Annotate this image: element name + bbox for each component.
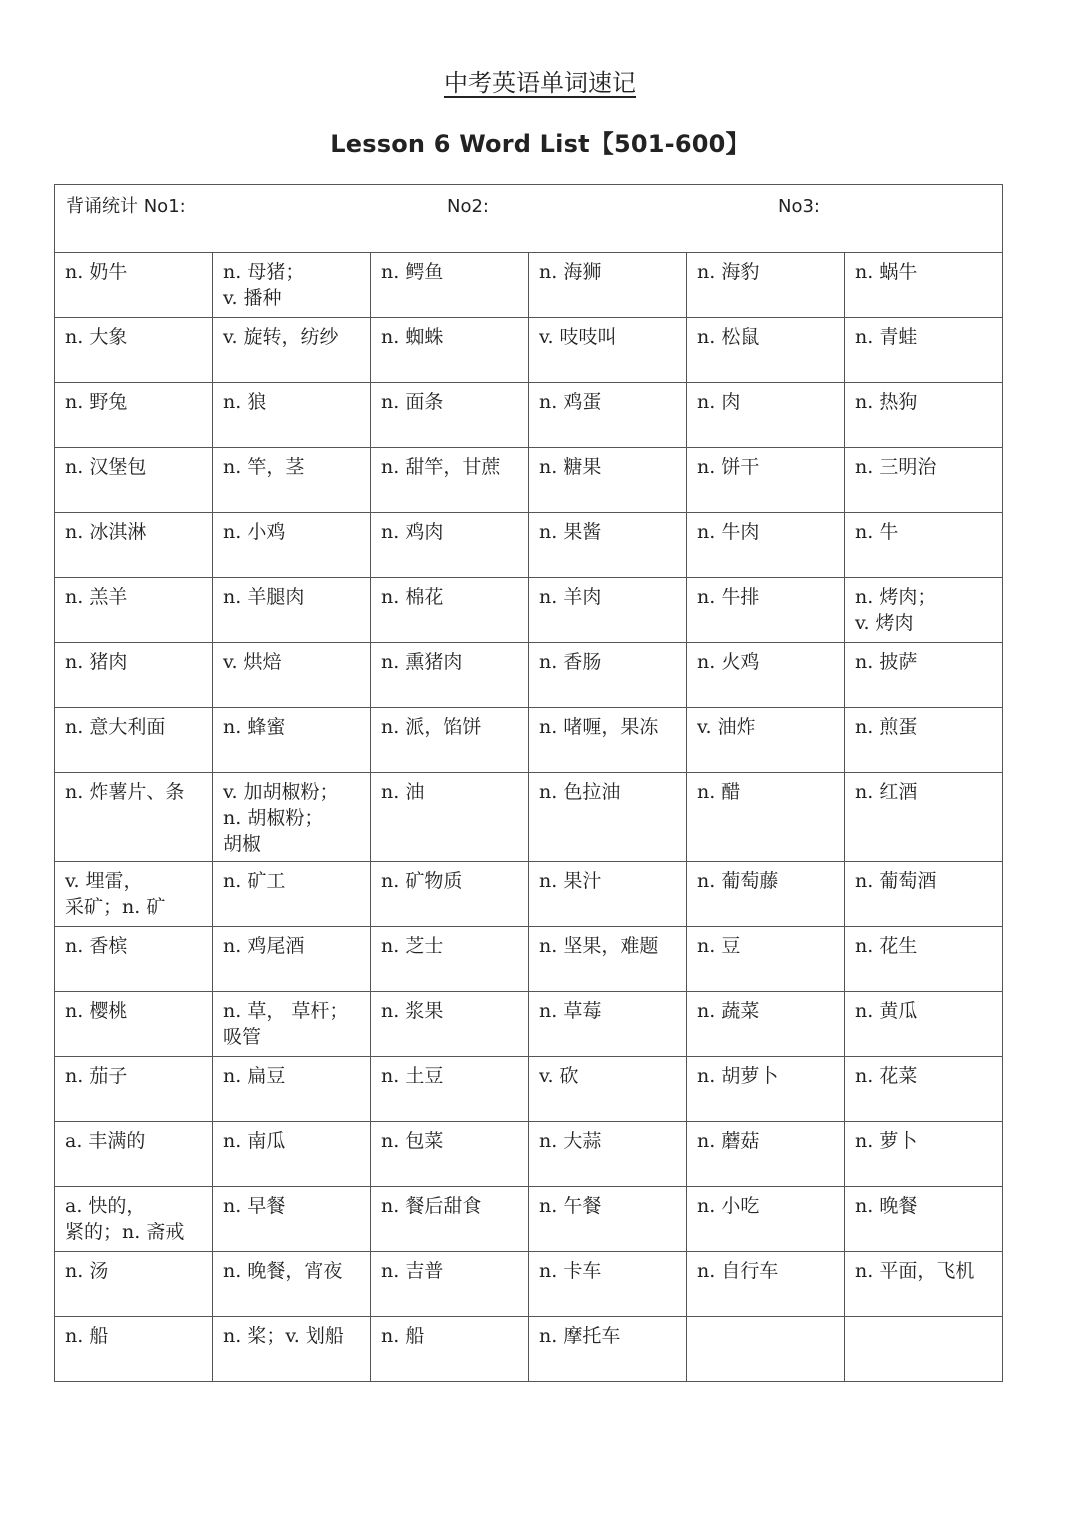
word-cell: n. 茄子 (55, 1057, 213, 1122)
word-cell: n. 炸薯片、条 (55, 773, 213, 862)
word-cell: n. 扁豆 (213, 1057, 371, 1122)
word-cell: n. 羊肉 (529, 578, 687, 643)
word-cell: n. 平面，飞机 (845, 1252, 1003, 1317)
word-cell: n. 奶牛 (55, 253, 213, 318)
word-cell: v. 埋雷， 采矿；n. 矿 (55, 862, 213, 927)
document-title (0, 66, 1080, 100)
word-cell: n. 鸡肉 (371, 513, 529, 578)
table-row (55, 1187, 1003, 1252)
word-cell: n. 母猪； v. 播种 (213, 253, 371, 318)
word-cell: n. 蔬菜 (687, 992, 845, 1057)
table-row (55, 773, 1003, 862)
table-row (55, 708, 1003, 773)
stat-no3-label: No3: (778, 196, 820, 217)
word-cell: n. 果汁 (529, 862, 687, 927)
word-table-body (55, 185, 1003, 1382)
word-cell: n. 香槟 (55, 927, 213, 992)
word-cell: n. 葡萄藤 (687, 862, 845, 927)
word-cell: n. 蜘蛛 (371, 318, 529, 383)
word-cell: n. 肉 (687, 383, 845, 448)
word-cell: n. 野兔 (55, 383, 213, 448)
word-cell: n. 草莓 (529, 992, 687, 1057)
word-cell: a. 丰满的 (55, 1122, 213, 1187)
stat-no2-label: No2: (447, 196, 489, 217)
word-cell (845, 1317, 1003, 1382)
word-cell: n. 蘑菇 (687, 1122, 845, 1187)
word-cell: n. 汤 (55, 1252, 213, 1317)
table-row (55, 513, 1003, 578)
word-cell: n. 蜗牛 (845, 253, 1003, 318)
word-cell: v. 旋转，纺纱 (213, 318, 371, 383)
word-cell: n. 土豆 (371, 1057, 529, 1122)
word-cell: n. 果酱 (529, 513, 687, 578)
word-cell: n. 煎蛋 (845, 708, 1003, 773)
word-cell: n. 草， 草杆； 吸管 (213, 992, 371, 1057)
word-cell: a. 快的， 紧的；n. 斋戒 (55, 1187, 213, 1252)
word-cell: n. 摩托车 (529, 1317, 687, 1382)
word-cell: n. 油 (371, 773, 529, 862)
word-cell: n. 午餐 (529, 1187, 687, 1252)
table-row (55, 1317, 1003, 1382)
word-cell: n. 红酒 (845, 773, 1003, 862)
word-cell: n. 牛排 (687, 578, 845, 643)
stat-cell (55, 185, 1003, 253)
word-cell: n. 大蒜 (529, 1122, 687, 1187)
word-cell: n. 牛 (845, 513, 1003, 578)
word-cell: n. 冰淇淋 (55, 513, 213, 578)
word-cell: n. 汉堡包 (55, 448, 213, 513)
word-cell: n. 竿，茎 (213, 448, 371, 513)
word-cell: n. 醋 (687, 773, 845, 862)
word-cell: n. 色拉油 (529, 773, 687, 862)
word-cell: n. 大象 (55, 318, 213, 383)
word-cell: n. 披萨 (845, 643, 1003, 708)
word-cell: n. 芝士 (371, 927, 529, 992)
word-cell: n. 自行车 (687, 1252, 845, 1317)
stat-no1-label: 背诵统计 No1: (66, 196, 186, 217)
word-cell: n. 松鼠 (687, 318, 845, 383)
word-cell: n. 黄瓜 (845, 992, 1003, 1057)
table-row (55, 448, 1003, 513)
word-cell: n. 蜂蜜 (213, 708, 371, 773)
word-cell: n. 糖果 (529, 448, 687, 513)
document-subtitle: Lesson 6 Word List【501-600】 (330, 130, 750, 158)
word-cell: n. 晚餐 (845, 1187, 1003, 1252)
word-cell: n. 豆 (687, 927, 845, 992)
word-cell: n. 包菜 (371, 1122, 529, 1187)
word-cell: n. 小吃 (687, 1187, 845, 1252)
word-cell: v. 砍 (529, 1057, 687, 1122)
table-row (55, 643, 1003, 708)
word-cell: n. 鸡蛋 (529, 383, 687, 448)
word-cell: n. 三明治 (845, 448, 1003, 513)
word-cell: n. 海狮 (529, 253, 687, 318)
word-cell: n. 南瓜 (213, 1122, 371, 1187)
word-table (54, 184, 1003, 1382)
word-cell: n. 派，馅饼 (371, 708, 529, 773)
word-cell: n. 猪肉 (55, 643, 213, 708)
word-cell: n. 晚餐，宵夜 (213, 1252, 371, 1317)
word-cell: n. 牛肉 (687, 513, 845, 578)
word-cell: n. 卡车 (529, 1252, 687, 1317)
word-cell: n. 狼 (213, 383, 371, 448)
word-cell: n. 羊腿肉 (213, 578, 371, 643)
word-cell: n. 花生 (845, 927, 1003, 992)
table-row (55, 1122, 1003, 1187)
word-cell: n. 鸡尾酒 (213, 927, 371, 992)
table-row (55, 253, 1003, 318)
word-cell: n. 船 (55, 1317, 213, 1382)
table-row (55, 1057, 1003, 1122)
word-cell: n. 火鸡 (687, 643, 845, 708)
table-row (55, 862, 1003, 927)
word-cell: v. 吱吱叫 (529, 318, 687, 383)
word-cell: v. 烘焙 (213, 643, 371, 708)
table-row (55, 992, 1003, 1057)
word-cell: n. 小鸡 (213, 513, 371, 578)
word-cell: n. 烤肉； v. 烤肉 (845, 578, 1003, 643)
word-cell: n. 青蛙 (845, 318, 1003, 383)
word-cell: n. 热狗 (845, 383, 1003, 448)
word-cell: v. 油炸 (687, 708, 845, 773)
table-row (55, 927, 1003, 992)
word-cell: n. 坚果，难题 (529, 927, 687, 992)
word-cell: n. 香肠 (529, 643, 687, 708)
word-cell (687, 1317, 845, 1382)
word-cell: n. 矿物质 (371, 862, 529, 927)
word-cell: n. 葡萄酒 (845, 862, 1003, 927)
word-cell: n. 桨；v. 划船 (213, 1317, 371, 1382)
word-cell: n. 矿工 (213, 862, 371, 927)
word-cell: n. 吉普 (371, 1252, 529, 1317)
word-cell: n. 熏猪肉 (371, 643, 529, 708)
word-cell: n. 意大利面 (55, 708, 213, 773)
word-cell: n. 饼干 (687, 448, 845, 513)
word-cell: n. 船 (371, 1317, 529, 1382)
word-cell: n. 餐后甜食 (371, 1187, 529, 1252)
word-cell: n. 花菜 (845, 1057, 1003, 1122)
stat-row (55, 185, 1003, 253)
table-row (55, 318, 1003, 383)
word-cell: n. 羔羊 (55, 578, 213, 643)
word-cell: n. 鳄鱼 (371, 253, 529, 318)
document-title-text: 中考英语单词速记 (444, 69, 636, 97)
word-cell: n. 面条 (371, 383, 529, 448)
word-cell: n. 萝卜 (845, 1122, 1003, 1187)
word-cell: v. 加胡椒粉； n. 胡椒粉； 胡椒 (213, 773, 371, 862)
table-row (55, 578, 1003, 643)
word-cell: n. 胡萝卜 (687, 1057, 845, 1122)
word-cell: n. 早餐 (213, 1187, 371, 1252)
word-cell: n. 樱桃 (55, 992, 213, 1057)
table-row (55, 1252, 1003, 1317)
word-cell: n. 啫喱，果冻 (529, 708, 687, 773)
word-cell: n. 棉花 (371, 578, 529, 643)
table-row (55, 383, 1003, 448)
word-cell: n. 浆果 (371, 992, 529, 1057)
word-cell: n. 海豹 (687, 253, 845, 318)
word-cell: n. 甜竿，甘蔗 (371, 448, 529, 513)
